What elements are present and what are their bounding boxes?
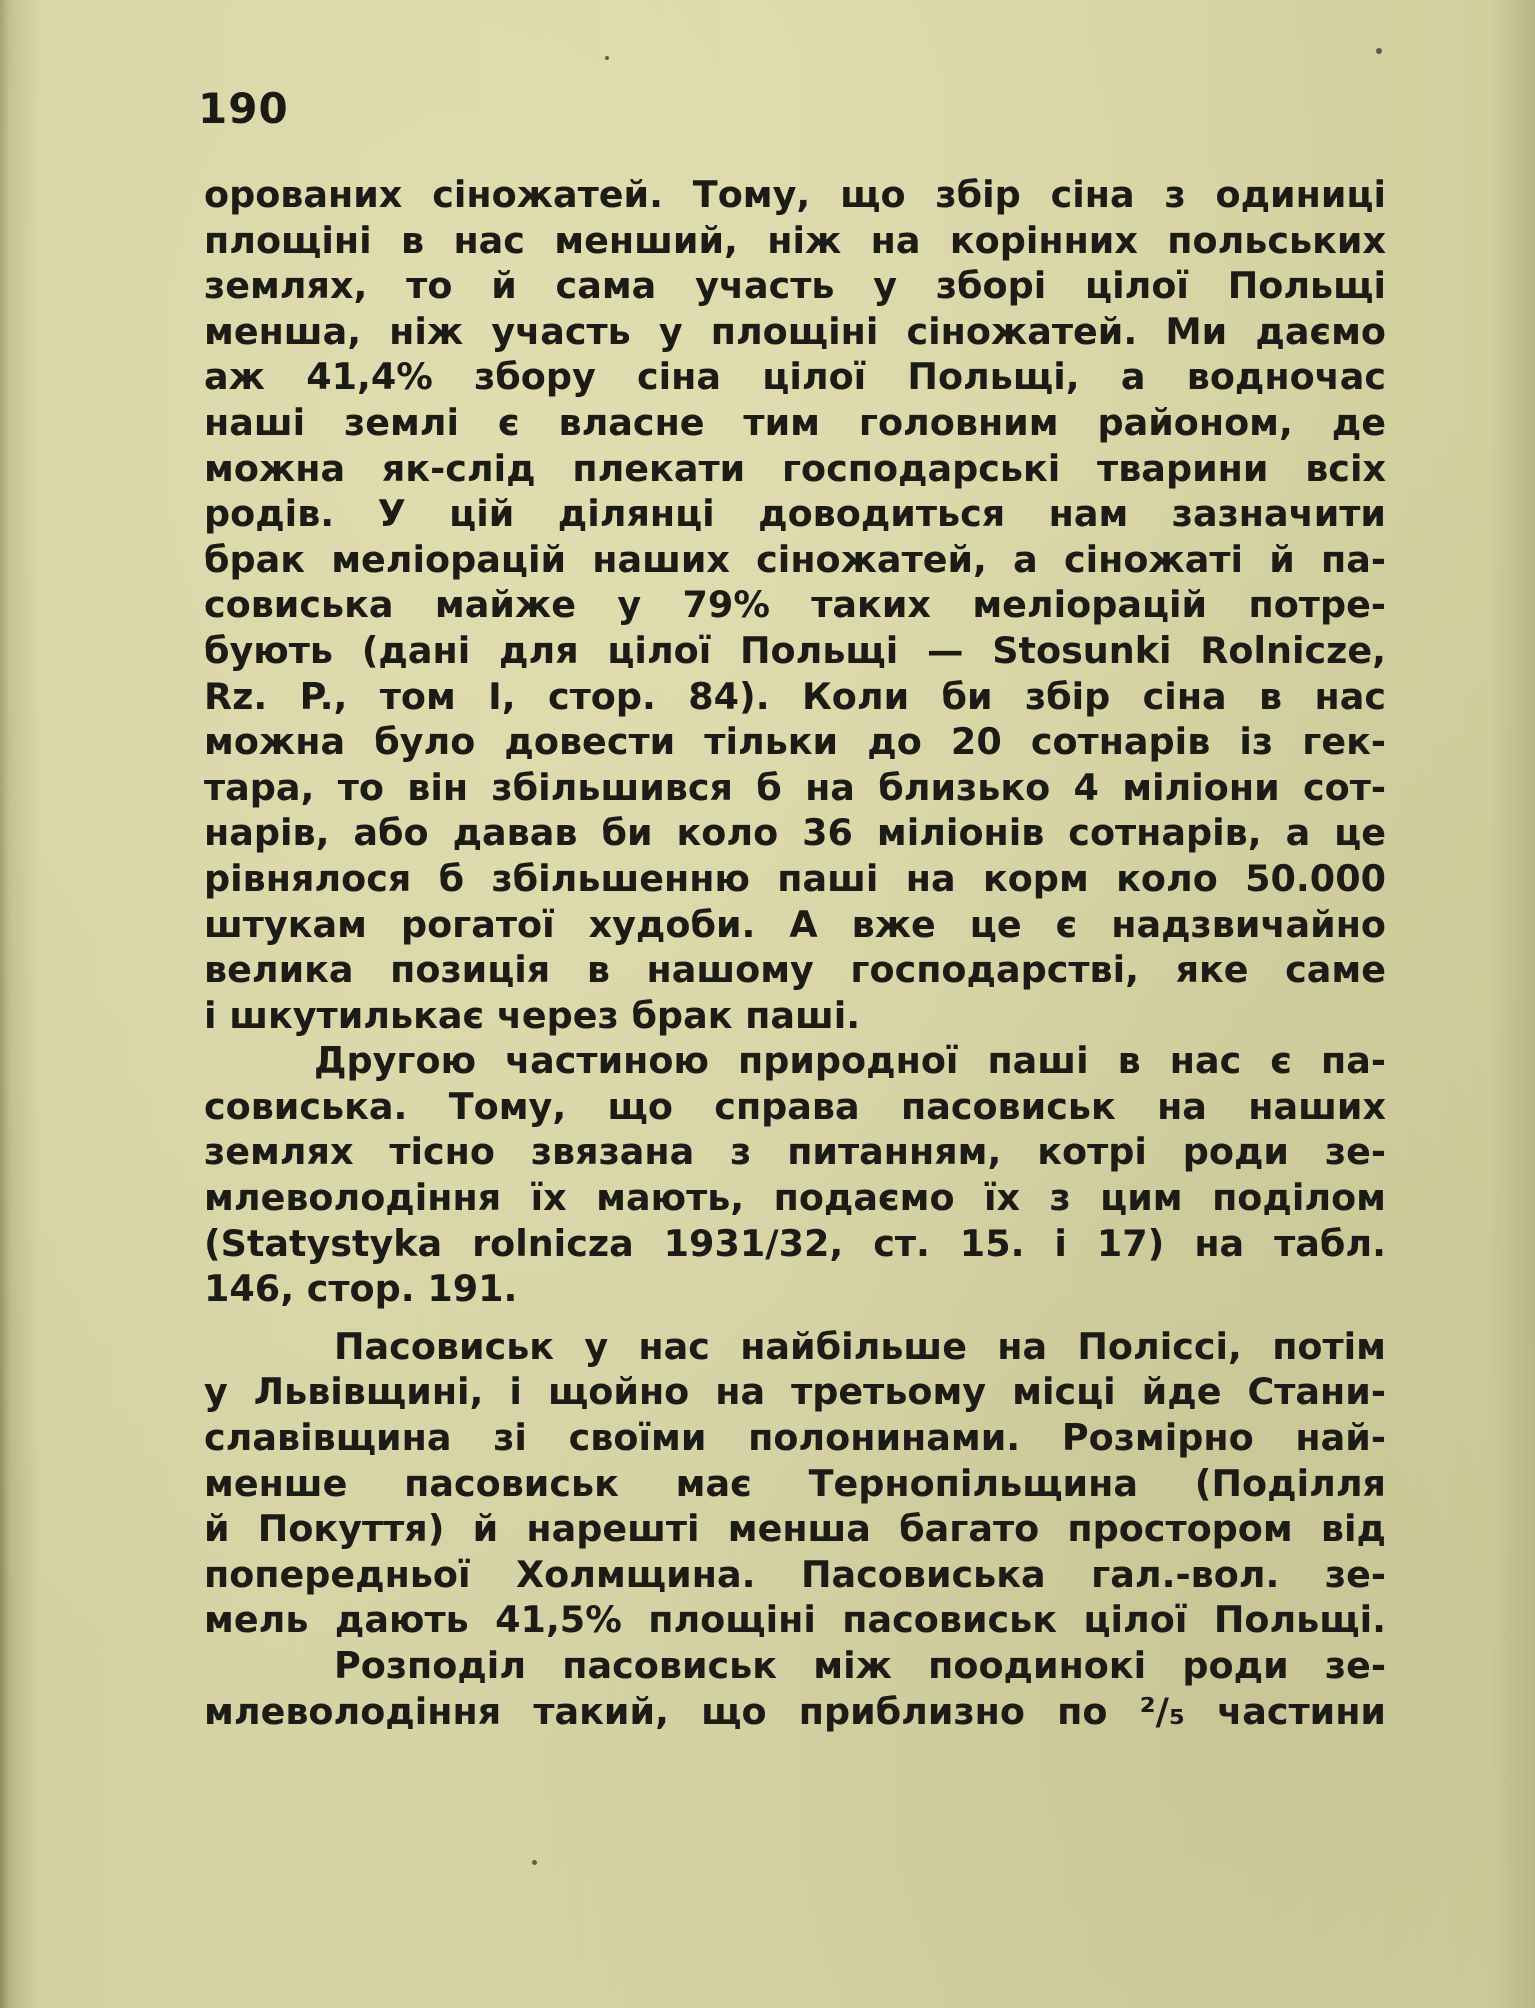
text-line: Розподіл пасовиськ між поодинокі роди зе- <box>334 1644 1386 1687</box>
text-line: совиська. Тому, що справа пасовиськ на наших <box>204 1084 1386 1128</box>
text-line: (Statystyka rolnicza 1931/32, ст. 15. і 17) на табл. <box>204 1221 1386 1265</box>
text-line: Пасовиськ у нас найбільше на Поліссі, потім <box>334 1324 1386 1368</box>
text-line: аж 41,4% збору сіна цілої Польщі, а водночас <box>204 355 1386 399</box>
text-line: велика позиція в нашому господарстві, яке саме <box>204 948 1386 992</box>
text-line: у Львівщині, і щойно на третьому місці йде Стани- <box>204 1370 1386 1414</box>
text-line: мель дають 41,5% площіні пасовиськ цілої Польщі. <box>204 1598 1386 1642</box>
text-line: можна було довести тільки до 20 сотнарів із гек- <box>204 720 1386 764</box>
text-line: родів. У цій ділянці доводиться нам зазначити <box>204 492 1386 536</box>
text-line: штукам рогатої худоби. А вже це є надзвичайно <box>204 902 1386 946</box>
text-line: млеволодіння такий, що приблизно по ²/₅ частини <box>204 1689 1386 1733</box>
paper-speck <box>605 56 609 60</box>
page-number: 190 <box>198 84 289 133</box>
text-line: наші землі є власне тим головним районом, де <box>204 400 1386 444</box>
paper-speck <box>532 1860 537 1865</box>
paper-speck <box>1376 48 1382 54</box>
paragraph-gap <box>204 1312 1386 1324</box>
paragraph-4 <box>204 1643 1386 1734</box>
text-line: площіні в нас менший, ніж на корінних польських <box>204 218 1386 262</box>
text-line: нарів, або давав би коло 36 міліонів сотнарів, а це <box>204 811 1386 855</box>
text-line: орованих сіножатей. Тому, що збір сіна з одиниці <box>204 173 1386 216</box>
text-line: млеволодіння їх мають, подаємо їх з цим поділом <box>204 1176 1386 1220</box>
text-line: землях, то й сама участь у зборі цілої Польщі <box>204 264 1386 308</box>
text-line: бують (дані для цілої Польщі — Stosunki Rolnicze, <box>204 628 1386 672</box>
text-line: землях тісно звязана з питанням, котрі роди зе- <box>204 1130 1386 1174</box>
body-text <box>204 172 1386 1734</box>
paragraph-1 <box>204 172 1386 1038</box>
text-line: совиська майже у 79% таких меліорацій потре- <box>204 583 1386 627</box>
text-line: і шкутилькає через брак паші. <box>204 993 861 1037</box>
text-line: менше пасовиськ має Тернопільщина (Поділля <box>204 1461 1386 1505</box>
text-line: попередньої Холмщина. Пасовиська гал.-вол. зе- <box>204 1552 1386 1596</box>
text-line: рівнялося б збільшенню паші на корм коло 50.000 <box>204 856 1386 900</box>
text-line: славівщина зі своїми полонинами. Розмірно най- <box>204 1416 1386 1460</box>
text-line: можна як-слід плекати господарські тварини всіх <box>204 446 1386 490</box>
paragraph-3 <box>204 1324 1386 1643</box>
text-line: менша, ніж участь у площіні сіножатей. Ми даємо <box>204 309 1386 353</box>
text-line: й Покуття) й нарешті менша багато простором від <box>204 1507 1386 1551</box>
text-line: Rz. P., том І, стор. 84). Коли би збір сіна в нас <box>204 674 1386 718</box>
text-line: 146, стор. 191. <box>204 1267 518 1311</box>
text-line: брак меліорацій наших сіножатей, а сіножаті й па- <box>204 537 1386 581</box>
text-line: тара, то він збільшився б на близько 4 міліони сот- <box>204 765 1386 809</box>
text-line: Другою частиною природної паші в нас є па- <box>314 1039 1386 1083</box>
paragraph-2 <box>204 1038 1386 1312</box>
